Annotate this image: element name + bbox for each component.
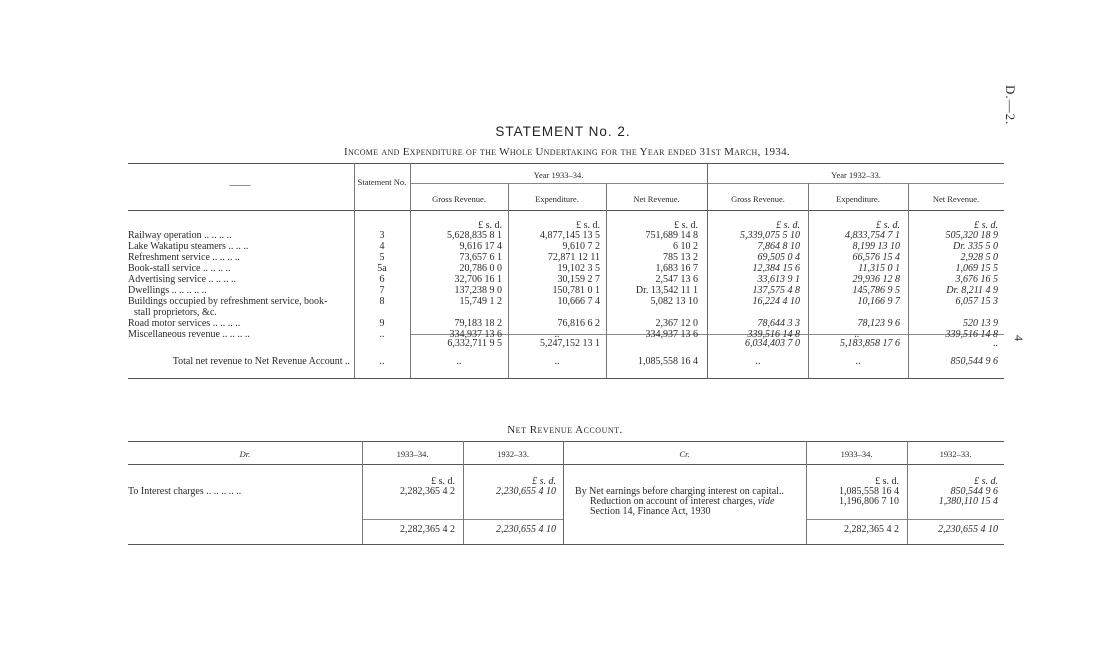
header-dr-1932-33: 1932–33. — [497, 449, 529, 459]
header-year-1933-34: Year 1933–34. — [533, 170, 584, 180]
cell-e33: 66,576 15 4 — [852, 252, 900, 263]
net-earnings-label: By Net earnings before charging interest on capital.. — [575, 486, 784, 497]
cell-g33: 12,384 15 6 — [752, 263, 800, 274]
header-expenditure-33: Expenditure. — [836, 194, 880, 204]
header-gross-revenue-33: Gross Revenue. — [731, 194, 785, 204]
cell-n34: 751,689 14 8 — [645, 230, 698, 241]
header-statement-no: Statement No. — [357, 177, 407, 187]
net-total-gross-34: .. — [456, 356, 462, 367]
cell-g34: 137,238 9 0 — [454, 285, 502, 296]
units-label: £ s. d. — [576, 220, 600, 231]
finance-act-reference: Section 14, Finance Act, 1930 — [590, 506, 711, 517]
row-label: Miscellaneous revenue .. .. .. .. — [128, 329, 250, 340]
cell-e34: .. — [554, 329, 560, 340]
net-total-label: Total net revenue to Net Revenue Account .. — [172, 356, 350, 367]
cell-e33: .. — [854, 329, 860, 340]
cell-n33: 505,320 18 9 — [945, 230, 998, 241]
row-statement-no: .. — [379, 329, 385, 340]
dr-total-1932-33: 2,230,655 4 10 — [496, 524, 556, 535]
cr-total-1932-33: 2,230,655 4 10 — [938, 524, 998, 535]
row-statement-no: 5a — [377, 263, 387, 274]
net-revenue-account-title: Net Revenue Account. — [507, 424, 623, 436]
cell-n34: 785 13 2 — [663, 252, 698, 263]
cell-e33: 8,199 13 10 — [852, 241, 900, 252]
units-label: £ s. d. — [974, 476, 998, 487]
row-label: Book-stall service .. .. .. .. — [128, 263, 231, 274]
cell-e34: 150,781 0 1 — [552, 285, 600, 296]
cell-g34: 5,628,835 8 1 — [447, 230, 502, 241]
interest-reduction-1933-34: 1,196,806 7 10 — [839, 496, 899, 507]
row-label: Refreshment service .. .. .. .. — [128, 252, 240, 263]
cell-e34: 76,816 6 2 — [557, 318, 600, 329]
row-statement-no: 3 — [379, 230, 385, 241]
page-reference: D.—2. — [1003, 85, 1018, 126]
units-label: £ s. d. — [478, 220, 502, 231]
net-earnings-1933-34: 1,085,558 16 4 — [839, 486, 899, 497]
header-gross-revenue-34: Gross Revenue. — [432, 194, 486, 204]
header-expenditure-34: Expenditure. — [535, 194, 579, 204]
net-earnings-1932-33: 850,544 9 6 — [950, 486, 998, 497]
net-total-net-34: 1,085,558 16 4 — [638, 356, 698, 367]
cell-n34: 2,547 13 6 — [655, 274, 698, 285]
total-expenditure-34: 5,247,152 13 1 — [540, 338, 600, 349]
cell-g33: 69,505 0 4 — [757, 252, 800, 263]
cr-total-1933-34: 2,282,365 4 2 — [844, 524, 899, 535]
cell-g33: 137,575 4 8 — [752, 285, 800, 296]
header-net-revenue-33: Net Revenue. — [932, 194, 980, 204]
cell-e33: 145,786 9 5 — [852, 285, 900, 296]
cell-n33: 339,516 14 8 — [945, 329, 998, 340]
row-label: Dwellings .. .. .. .. .. — [128, 285, 207, 296]
cell-g34: 15,749 1 2 — [459, 296, 502, 307]
row-label: Buildings occupied by refreshment service, book- — [128, 296, 328, 307]
row-statement-no: 6 — [379, 274, 385, 285]
row-label: Lake Wakatipu steamers .. .. .. — [128, 241, 249, 252]
total-gross-33: 6,034,403 7 0 — [745, 338, 800, 349]
cell-n33: Dr. 335 5 0 — [952, 241, 998, 252]
cell-n33: 2,928 5 0 — [960, 252, 998, 263]
header-cr: Cr. — [679, 449, 690, 459]
cell-n34: 334,937 13 6 — [645, 329, 698, 340]
net-total-no: .. — [379, 356, 385, 367]
header-year-1932-33: Year 1932–33. — [831, 170, 881, 180]
total-net-33: .. — [993, 338, 998, 349]
units-label: £ s. d. — [876, 220, 900, 231]
interest-reduction-vide: vide — [757, 496, 775, 507]
cell-e34: 10,666 7 4 — [557, 296, 600, 307]
cell-e34: 72,871 12 11 — [547, 252, 600, 263]
row-label: Advertising service .. .. .. .. — [128, 274, 237, 285]
cell-n33: Dr. 8,211 4 9 — [946, 285, 998, 296]
cell-g34: 79,183 18 2 — [454, 318, 502, 329]
row-statement-no: 8 — [379, 296, 385, 307]
row-statement-no: 9 — [379, 318, 385, 329]
units-label: £ s. d. — [776, 220, 800, 231]
cell-n34: Dr. 13,542 11 1 — [635, 285, 698, 296]
cell-e33: 10,166 9 7 — [857, 296, 900, 307]
net-total-expenditure-33: .. — [855, 356, 861, 367]
units-label: £ s. d. — [875, 476, 899, 487]
cell-e33: 11,315 0 1 — [858, 263, 900, 274]
row-label: Road motor services .. .. .. .. — [128, 318, 241, 329]
cell-e33: 78,123 9 6 — [857, 318, 900, 329]
cell-e34: 4,877,145 13 5 — [540, 230, 600, 241]
units-label: £ s. d. — [532, 476, 556, 487]
cell-g33: 33,613 9 1 — [757, 274, 800, 285]
cell-n33: 6,057 15 3 — [955, 296, 998, 307]
cell-n33: 520 13 9 — [963, 318, 998, 329]
interest-reduction-text: Reduction on account of interest charges, — [590, 496, 758, 507]
interest-charges-label: To Interest charges .. .. .. .. .. — [128, 486, 242, 497]
dr-total-1933-34: 2,282,365 4 2 — [400, 524, 455, 535]
header-net-revenue-34: Net Revenue. — [633, 194, 680, 204]
net-total-expenditure-34: .. — [554, 356, 560, 367]
statement-subtitle: Income and Expenditure of the Whole Undertaking for the Year ended 31st March, 1934. — [344, 146, 790, 158]
interest-charges-1932-33: 2,230,655 4 10 — [496, 486, 556, 497]
cell-g33: 339,516 14 8 — [747, 329, 800, 340]
cell-e33: 4,833,754 7 1 — [845, 230, 900, 241]
units-label: £ s. d. — [431, 476, 455, 487]
cell-n34: 5,082 13 10 — [650, 296, 698, 307]
cell-g33: 5,339,075 5 10 — [740, 230, 800, 241]
units-label: £ s. d. — [974, 220, 998, 231]
header-blank: —— — [229, 180, 251, 191]
net-total-net-33: 850,544 9 6 — [950, 356, 998, 367]
cell-g34: 334,937 13 6 — [449, 329, 502, 340]
page-number: 4 — [1012, 335, 1026, 341]
interest-reduction-1932-33: 1,380,110 15 4 — [938, 496, 998, 507]
cell-g33: 78,644 3 3 — [757, 318, 800, 329]
cell-g34: 9,616 17 4 — [459, 241, 502, 252]
row-statement-no: 5 — [379, 252, 385, 263]
cell-n34: 1,683 16 7 — [655, 263, 698, 274]
row-label: Railway operation .. .. .. .. — [128, 230, 232, 241]
cell-g34: 20,786 0 0 — [459, 263, 502, 274]
header-cr-1933-34: 1933–34. — [840, 449, 873, 459]
total-expenditure-33: 5,183,858 17 6 — [840, 338, 900, 349]
units-label: £ s. d. — [674, 220, 698, 231]
cell-g34: 32,706 16 1 — [454, 274, 502, 285]
cell-e34: 19,102 3 5 — [557, 263, 600, 274]
header-dr-1933-34: 1933–34. — [396, 449, 429, 459]
row-statement-no: 7 — [379, 285, 385, 296]
cell-g33: 16,224 4 10 — [752, 296, 800, 307]
header-dr: Dr. — [239, 449, 251, 459]
row-statement-no: 4 — [379, 241, 385, 252]
row-label-continued: stall proprietors, &c. — [134, 307, 217, 318]
cell-e34: 30,159 2 7 — [557, 274, 600, 285]
cell-n34: 6 10 2 — [673, 241, 698, 252]
header-cr-1932-33: 1932–33. — [939, 449, 972, 459]
cell-n33: 3,676 16 5 — [955, 274, 998, 285]
cell-n33: 1,069 15 5 — [955, 263, 998, 274]
total-gross-34: 6,332,711 9 5 — [447, 338, 502, 349]
interest-charges-1933-34: 2,282,365 4 2 — [400, 486, 455, 497]
cell-g33: 7,864 8 10 — [757, 241, 800, 252]
cell-e34: 9,610 7 2 — [562, 241, 600, 252]
cell-g34: 73,657 6 1 — [459, 252, 502, 263]
cell-n34: 2,367 12 0 — [655, 318, 698, 329]
cell-e33: 29,936 12 8 — [852, 274, 900, 285]
net-total-gross-33: .. — [755, 356, 761, 367]
statement-title: STATEMENT No. 2. — [495, 124, 631, 139]
